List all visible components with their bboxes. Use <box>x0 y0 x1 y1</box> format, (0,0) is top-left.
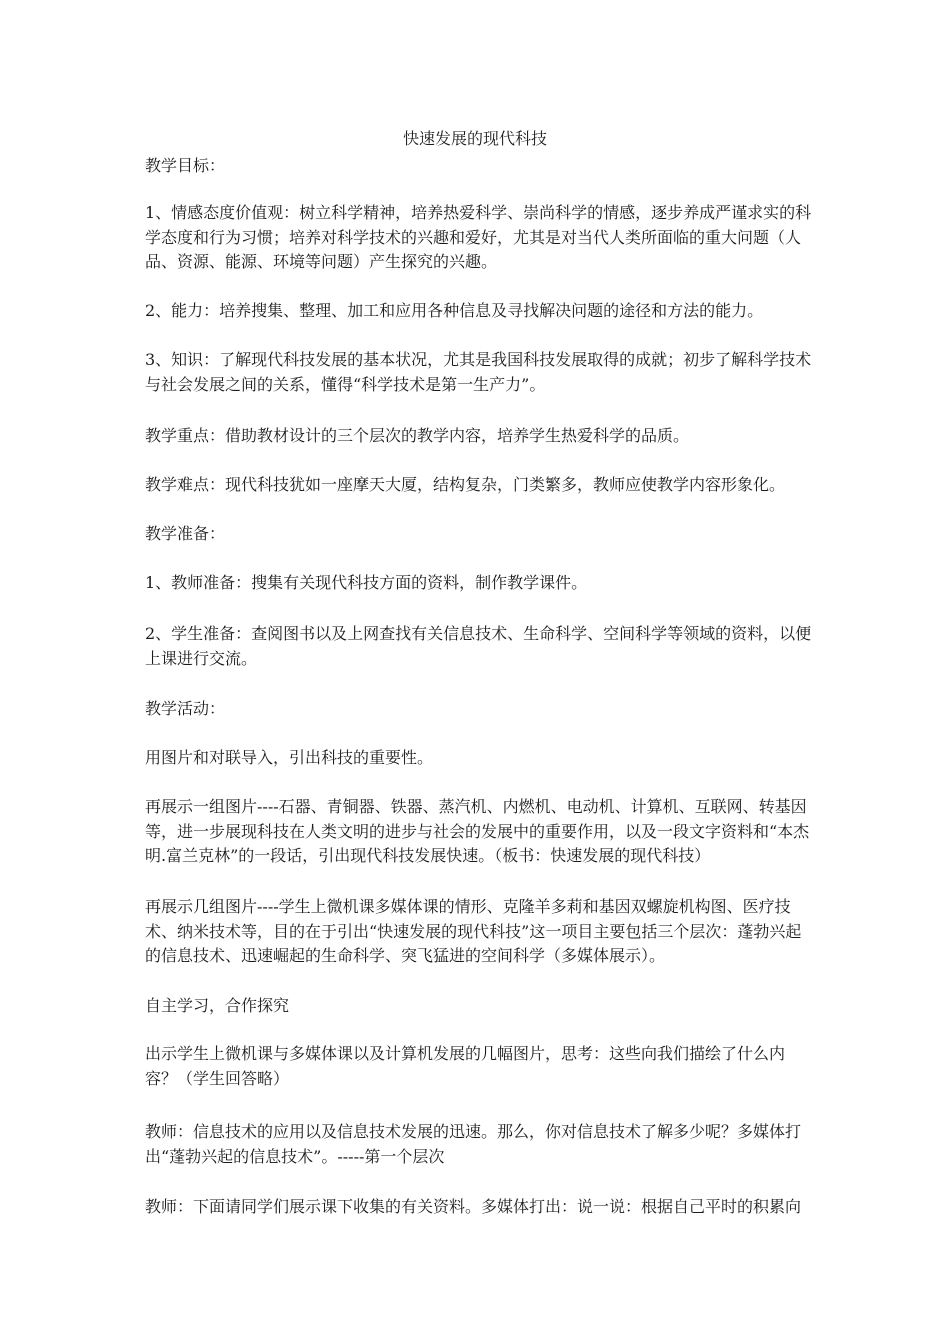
paragraph-show-computer-pictures: 出示学生上微机课与多媒体课以及计算机发展的几幅图片，思考：这些向我们描绘了什么内容？（学生回答略） <box>145 1044 786 1088</box>
paragraph-activities-heading: 教学活动： <box>145 699 226 718</box>
paragraph-introduction: 用图片和对联导入，引出科技的重要性。 <box>145 748 434 767</box>
paragraph-goal-ability: 2、能力：培养搜集、整理、加工和应用各种信息及寻找解决问题的途径和方法的能力。 <box>145 301 764 320</box>
paragraph-teacher-preparation: 1、教师准备：搜集有关现代科技方面的资料，制作教学课件。 <box>145 573 588 592</box>
paragraph-student-preparation: 2、学生准备：查阅图书以及上网查找有关信息技术、生命科学、空间科学等领域的资料，以便上课进行交流。 <box>145 624 812 668</box>
document-title: 快速发展的现代科技 <box>402 129 547 148</box>
paragraph-show-pictures-2: 再展示几组图片----学生上微机课多媒体课的情形、克隆羊多莉和基因双螺旋机构图、医疗技术、纳米技术等，目的在于引出“快速发展的现代科技”这一项目主要包括三个层次：蓬勃兴起的信息技术、迅速崛起的生命科学、突飞猛进的空间科学（多媒体展示）。 <box>145 897 802 965</box>
paragraph-teaching-goals-heading: 教学目标： <box>145 156 226 175</box>
paragraph-self-study: 自主学习，合作探究 <box>145 996 290 1015</box>
paragraph-teacher-info-tech: 教师：信息技术的应用以及信息技术发展的迅速。那么，你对信息技术了解多少呢？多媒体打出“蓬勃兴起的信息技术”。-----第一个层次 <box>145 1122 802 1166</box>
paragraph-teacher-materials: 教师：下面请同学们展示课下收集的有关资料。多媒体打出：说一说：根据自己平时的积累向 <box>145 1197 802 1216</box>
paragraph-goal-emotion: 1、情感态度价值观：树立科学精神，培养热爱科学、崇尚科学的情感，逐步养成严谨求实的科学态度和行为习惯；培养对科学技术的兴趣和爱好，尤其是对当代人类所面临的重大问题（人品、资源、能源、环境等问题）产生探究的兴趣。 <box>145 203 812 271</box>
paragraph-goal-knowledge: 3、知识：了解现代科技发展的基本状况，尤其是我国科技发展取得的成就；初步了解科学技术与社会发展之间的关系，懂得“科学技术是第一生产力”。 <box>145 350 812 394</box>
paragraph-key-points: 教学重点：借助教材设计的三个层次的教学内容，培养学生热爱科学的品质。 <box>145 426 690 445</box>
paragraph-difficulties: 教学难点：现代科技犹如一座摩天大厦，结构复杂，门类繁多，教师应使教学内容形象化。 <box>145 475 786 494</box>
paragraph-show-pictures-1: 再展示一组图片----石器、青铜器、铁器、蒸汽机、内燃机、电动机、计算机、互联网、转基因等，进一步展现科技在人类文明的进步与社会的发展中的重要作用，以及一段文字资料和“本杰明.富兰克林”的一段话，引出现代科技发展快速。（板书：快速发展的现代科技） <box>145 797 810 865</box>
paragraph-preparation-heading: 教学准备： <box>145 524 226 543</box>
